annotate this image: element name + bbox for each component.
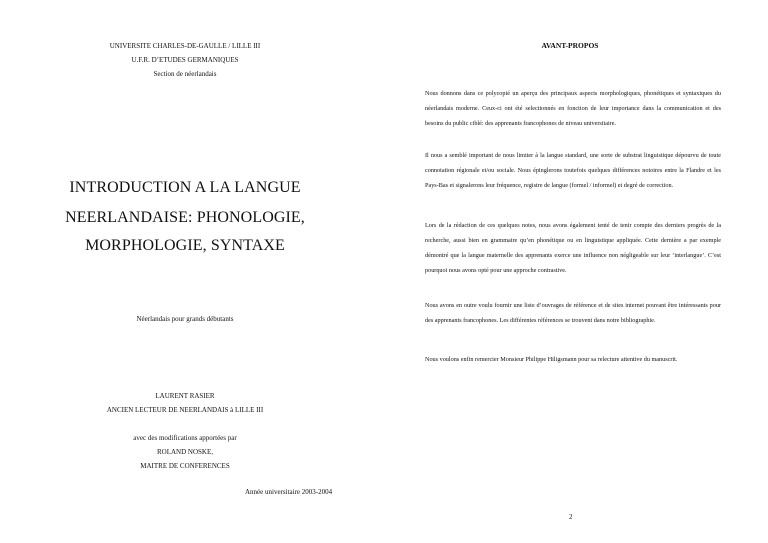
document-subtitle: Néerlandais pour grands débutants <box>136 315 234 323</box>
modifier-role: MAITRE DE CONFERENCES <box>140 462 230 470</box>
foreword-paragraph-4: Nous avons en outre voulu fournir une liste d’ouvrages de référence et de sites internet pouvant être intéressants pour des apprenants francophones. Les différentes références se trouvent dans notre bibliographie. <box>425 302 721 324</box>
foreword-heading: AVANT-PROPOS <box>541 41 599 50</box>
academic-year: Année universitaire 2003-2004 <box>245 488 333 496</box>
modifications-intro: avec des modifications apportées par <box>133 434 237 442</box>
author-name: LAURENT RASIER <box>155 392 215 400</box>
document-title-line-3: MORPHOLOGIE, SYNTAXE <box>85 237 285 254</box>
document-title-line-2: NEERLANDAISE: PHONOLOGIE, <box>65 209 305 226</box>
department-name: U.F.R. D’ETUDES GERMANIQUES <box>131 56 239 64</box>
foreword-paragraph-5: Nous voulons enfin remercier Monsieur Philippe Hiligsmann pour sa relecture attentive du manuscrit. <box>425 356 678 363</box>
foreword-paragraph-2: Il nous a semblé important de nous limiter à la langue standard, une sorte de substrat linguistique dépourvu de toute connotation régionale et/ou sociale. Nous épinglerons toutefois quelques différences notoires entre la Flandre et les Pays-Bas et signalerons leur fréquence, registre de langue (formel / informel) et degré de correction. <box>425 152 721 189</box>
document-title-line-1: INTRODUCTION A LA LANGUE <box>69 179 301 196</box>
page-number: 2 <box>569 513 573 521</box>
foreword-paragraph-3: Lors de la rédaction de ces quelques notes, nous avons également tenté de tenir compte des derniers progrès de la recherche, aussi bien en grammaire qu’en phonétique ou en linguistique appliquée. Cette dernière a par exemple démontré que la langue maternelle des apprenants exerce une influence non négligeable sur leur ‘interlangue’. C’est pourquoi nous avons opté pour une approche contrastive. <box>425 222 721 274</box>
institution-name: UNIVERSITE CHARLES-DE-GAULLE / LILLE III <box>109 42 261 50</box>
section-name: Section de néerlandais <box>153 70 217 78</box>
modifier-name: ROLAND NOSKE, <box>157 448 213 456</box>
author-role: ANCIEN LECTEUR DE NEERLANDAIS à LILLE III <box>106 406 264 414</box>
foreword-paragraph-1: Nous donnons dans ce polycopié un aperçu des principaux aspects morphologiques, phonétiques et syntaxiques du néerlandais moderne. Ceux-ci ont été selectionnés en fonction de leur importance dans la communication et des besoins du public ciblé: des apprenants francophones de niveau universitaire. <box>425 90 721 127</box>
